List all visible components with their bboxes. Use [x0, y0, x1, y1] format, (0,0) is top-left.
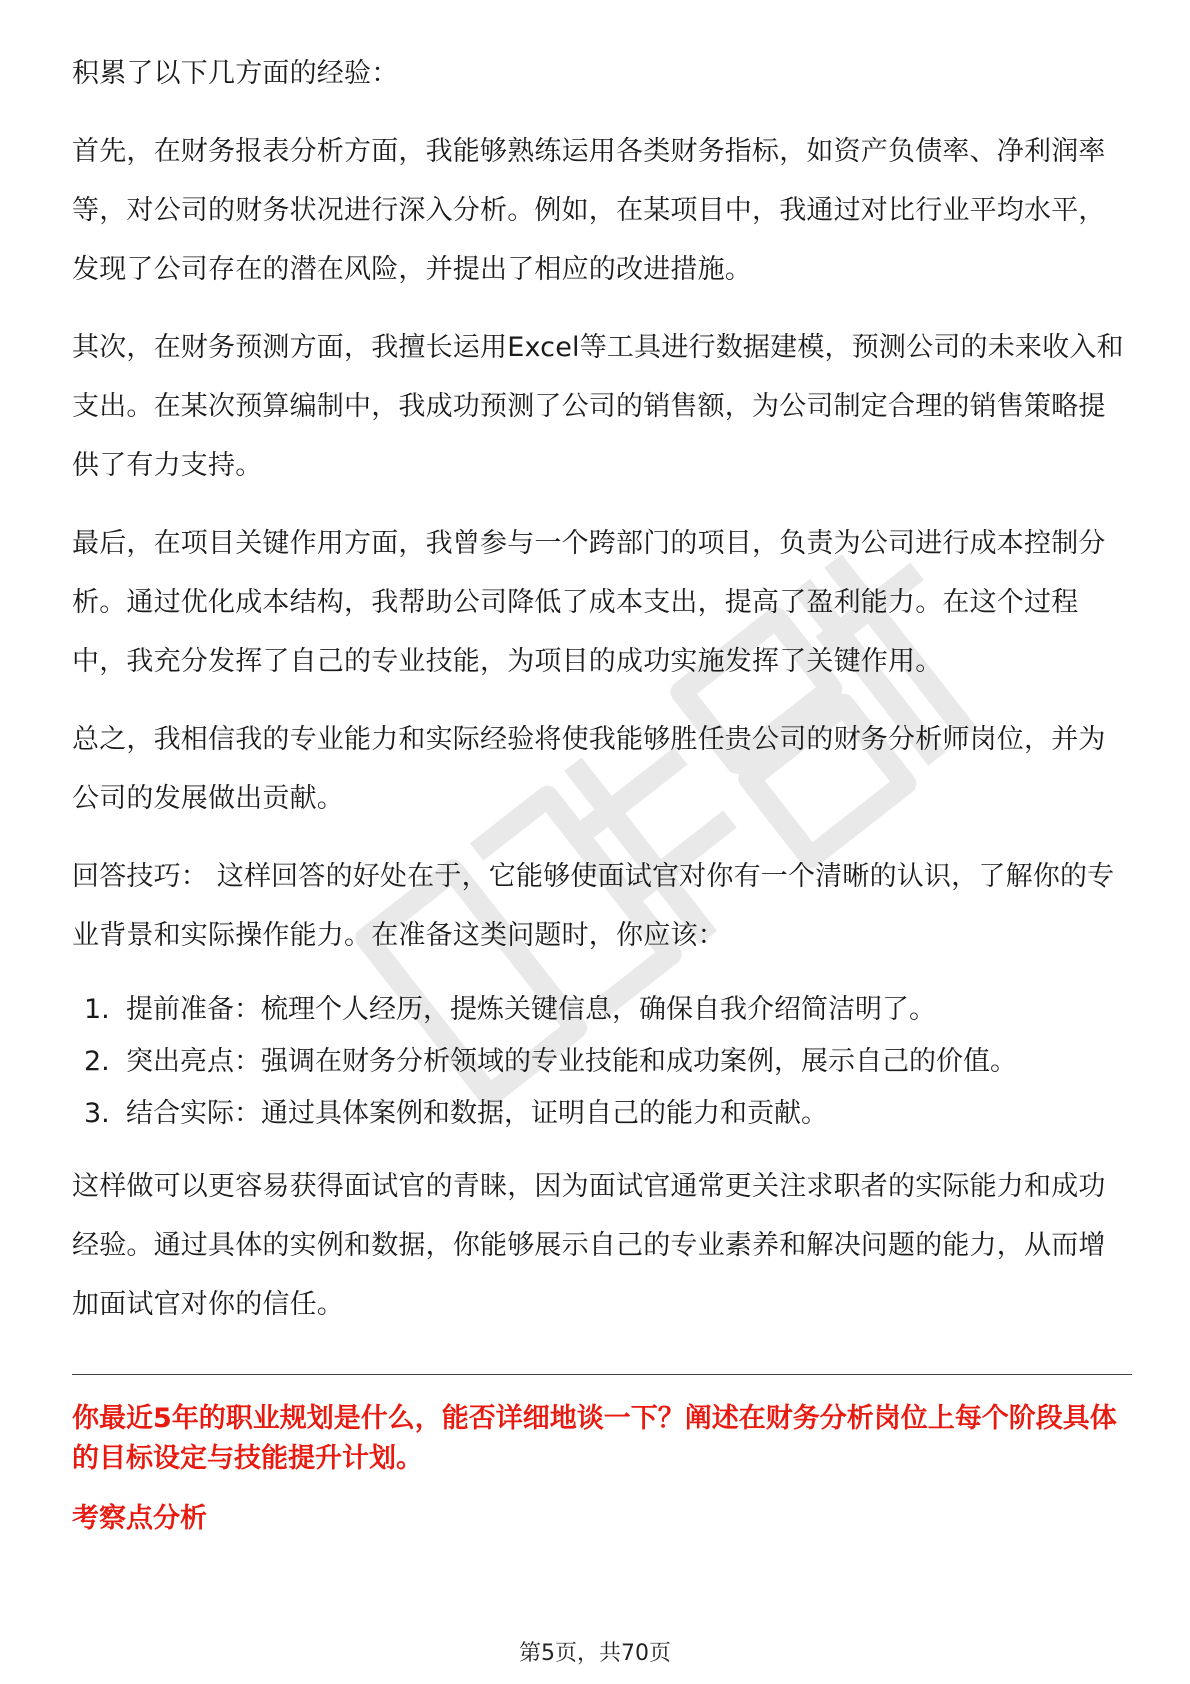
- list-item-number: 2.: [84, 1046, 110, 1077]
- section-heading-analysis: 考察点分析: [72, 1503, 207, 1534]
- list-item: [72, 1036, 1132, 1088]
- tips-list: [72, 984, 1132, 1140]
- paragraph-answer-tips: 回答技巧： 这样回答的好处在于，它能够使面试官对你有一个清晰的认识，了解你的专业背景和实际操作能力。在准备这类问题时，你应该：: [72, 861, 1115, 951]
- list-item-text: 提前准备：梳理个人经历，提炼关键信息，确保自我介绍简洁明了。: [126, 994, 936, 1025]
- list-item-text: 突出亮点：强调在财务分析领域的专业技能和成功案例，展示自己的价值。: [126, 1046, 1017, 1077]
- list-item: [72, 1088, 1132, 1140]
- list-item: [72, 984, 1132, 1036]
- list-item-text: 结合实际：通过具体案例和数据，证明自己的能力和贡献。: [126, 1098, 828, 1129]
- paragraph-financial-forecast: 其次，在财务预测方面，我擅长运用Excel等工具进行数据建模，预测公司的未来收入和支出。在某次预算编制中，我成功预测了公司的销售额，为公司制定合理的销售策略提供了有力支持。: [72, 332, 1124, 481]
- paragraph-closing: 这样做可以更容易获得面试官的青睐，因为面试官通常更关注求职者的实际能力和成功经验。通过具体的实例和数据，你能够展示自己的专业素养和解决问题的能力，从而增加面试官对你的信任。: [72, 1171, 1106, 1320]
- section-divider: [72, 1374, 1132, 1375]
- intro-paragraph: 积累了以下几方面的经验：: [72, 58, 399, 89]
- page-footer: 第5页，共70页: [519, 1641, 671, 1666]
- list-item-number: 3.: [84, 1098, 110, 1129]
- paragraph-project-role: 最后，在项目关键作用方面，我曾参与一个跨部门的项目，负责为公司进行成本控制分析。通过优化成本结构，我帮助公司降低了成本支出，提高了盈利能力。在这个过程中，我充分发挥了自己的专业技能，为项目的成功实施发挥了关键作用。: [72, 528, 1106, 677]
- paragraph-conclusion: 总之，我相信我的专业能力和实际经验将使我能够胜任贵公司的财务分析师岗位，并为公司的发展做出贡献。: [72, 724, 1106, 814]
- list-item-number: 1.: [84, 994, 110, 1025]
- document-body: [72, 44, 1132, 1539]
- paragraph-financial-analysis: 首先，在财务报表分析方面，我能够熟练运用各类财务指标，如资产负债率、净利润率等，对公司的财务状况进行深入分析。例如，在某项目中，我通过对比行业平均水平，发现了公司存在的潜在风险，并提出了相应的改进措施。: [72, 136, 1106, 285]
- next-question-title: 你最近5年的职业规划是什么，能否详细地谈一下？阐述在财务分析岗位上每个阶段具体的目标设定与技能提升计划。: [72, 1403, 1117, 1474]
